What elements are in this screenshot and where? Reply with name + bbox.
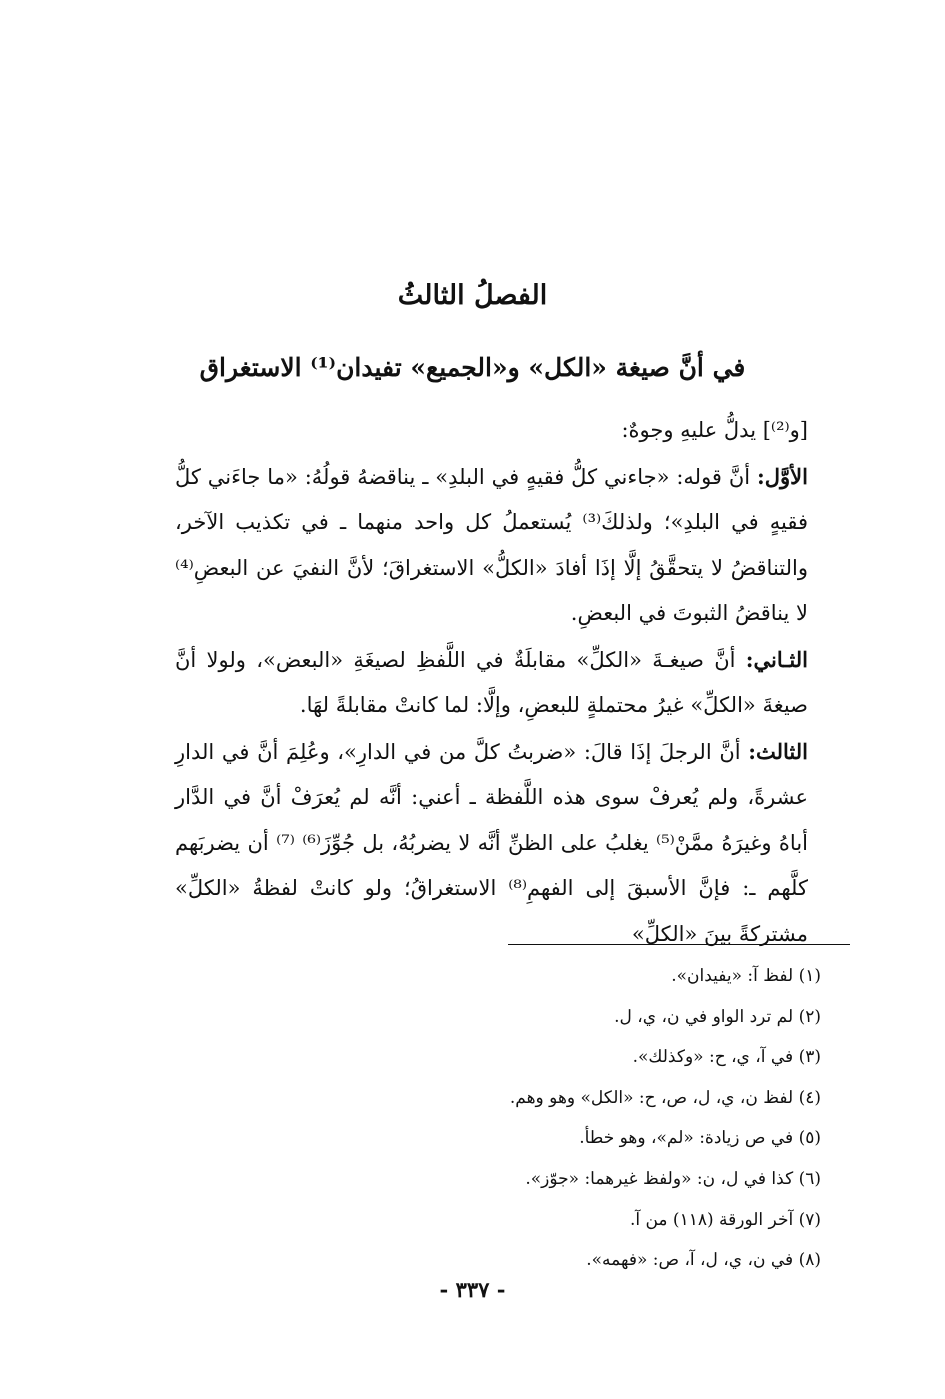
first-point-label: الأوَّل:	[757, 463, 808, 489]
first-point-text: أنَّ قوله: «جاءني كلُّ فقيهٍ في البلدِ» ـ يناقضهُ قولُهُ: «ما جاءَني كلُّ فقيهٍ في البلدِ»؛ ولذلكَ⁽³⁾ يُستعملُ كل واحد منهما ـ في تكذيب الآخر، والتناقضُ لا يتحقَّقُ إلَّا إذَا أفادَ «الكلُّ» الاستغراقَ؛ لأنَّ النفيَ عن البعضِ⁽⁴⁾ لا يناقضُ الثبوتَ في البعضِ.	[175, 464, 808, 625]
footnote-item: (٤) لفظ ن، ي، ل، ص، ح: «الكل» وهو وهم.	[509, 1087, 821, 1108]
footnote-item: (٧) آخر الورقة (١١٨) من آ.	[629, 1209, 821, 1230]
third-point-text: أنَّ الرجلَ إذَا قالَ: «ضربتُ كلَّ من في الدارِ»، وعُلِمَ أنَّ في الدارِ عشرةً، ولم يُعرفْ سوى هذه اللَّفظة ـ أعني: أنَّه لم يُعرَفْ أنَّ في الدَّار أباهُ وغيرَهُ ممَّنْ⁽⁵⁾ يغلبُ على الظنِّ أنَّه لا يضربُهُ، بل جُوِّزَ⁽⁶⁾ ⁽⁷⁾ أن يضربَهم كلَّهم ـ: فإنَّ الأسبقَ إلى الفهمِ⁽⁸⁾ الاستغراقُ؛ ولو كانتْ لفظةُ «الكلِّ» مشتركةً بينَ «الكلِّ»	[175, 739, 808, 946]
footnote-item: (٢) لم ترد الواو في ن، ي، ل.	[614, 1006, 821, 1027]
main-text	[175, 408, 850, 957]
chapter-subtitle: في أنَّ صيغة «الكل» و«الجميع» تفيدان⁽¹⁾ الاستغراق	[199, 353, 746, 382]
footnote-item: (٨) في ن، ي، ل، آ، ص: «فهمه».	[586, 1250, 821, 1271]
footnotes-list	[175, 956, 821, 1281]
intro-paragraph: [و⁽²⁾] يدلُّ عليهِ وجوهٌ:	[621, 418, 808, 442]
third-point-paragraph	[175, 729, 850, 958]
footnote-item: (٦) كذا في ل، ن: «ولفظ غيرهما: «جوّز».	[525, 1168, 821, 1189]
footnote-item: (٥) في ص زيادة: «لم»، وهو خطأ.	[579, 1128, 821, 1149]
third-point-label: الثالث:	[748, 738, 808, 764]
chapter-title: الفصلُ الثالثُ	[397, 280, 548, 311]
page-number: - ٣٣٧ -	[439, 1277, 506, 1302]
second-point-paragraph	[175, 637, 850, 729]
footnote-item: (١) لفظ آ: «يفيدان».	[671, 966, 821, 986]
first-point-paragraph	[175, 454, 850, 637]
footnote-item: (٣) في آ، ي، ح: «وكذلك».	[632, 1047, 821, 1068]
footnote-divider	[508, 944, 850, 945]
second-point-label: الثـاني:	[745, 646, 808, 672]
second-point-text: أنَّ صيغـةَ «الكلِّ» مقابلَةٌ في اللَّفظِ لصيغَةِ «البعض»، ولولا أنَّ صيغةَ «الكلِّ» غيرُ محتملةٍ للبعضِ، وإلَّا: لما كانتْ مقابلةً لهَا.	[175, 647, 808, 717]
